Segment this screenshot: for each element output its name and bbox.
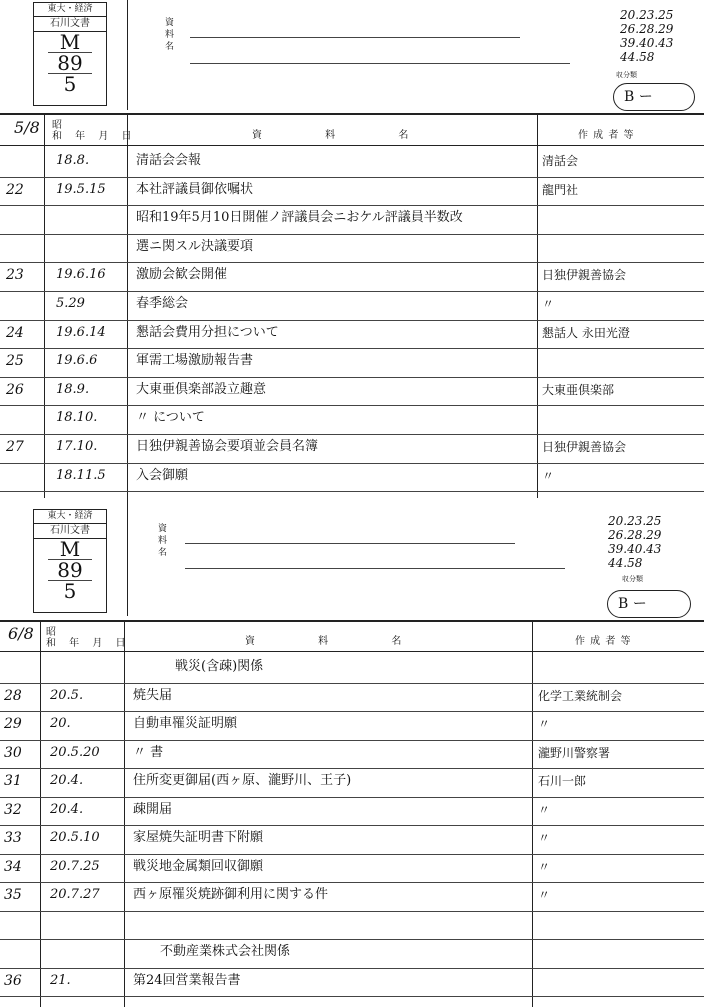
record-title: 懇話会費用分担について — [136, 324, 279, 340]
stamp-mark-3: 5 — [63, 579, 77, 603]
record-title: 住所変更御届(西ヶ原、瀧野川、王子) — [133, 773, 352, 788]
stamp-mark-2: 89 — [48, 53, 92, 74]
record-date: 20.5.10 — [50, 830, 100, 845]
record-title: 自動車罹災証明願 — [133, 716, 238, 731]
sheet-index: 6/8 — [8, 624, 34, 643]
header-author: 作 成 者 等 — [575, 636, 631, 647]
record-no: 33 — [4, 830, 22, 846]
record-date: 19.6.6 — [56, 353, 98, 369]
class-label: 収分類 — [616, 71, 637, 79]
record-title: 〃 について — [136, 410, 205, 426]
record-author: 清話会 — [542, 154, 579, 168]
record-date: 18.8. — [56, 153, 90, 168]
record-date: 18.9. — [56, 381, 90, 397]
record-author: 大東亜倶楽部 — [542, 382, 615, 397]
record-author: 日独伊親善協会 — [542, 440, 627, 454]
header-date: 和 年 月 日 — [52, 131, 132, 142]
record-title: 清話会会報 — [136, 153, 202, 168]
record-title: 西ヶ原罹災焼跡御利用に関する件 — [133, 887, 329, 902]
record-date: 19.6.16 — [56, 267, 106, 283]
record-title: 焼失届 — [133, 687, 173, 703]
archive-stamp — [33, 2, 107, 106]
record-no: 34 — [4, 858, 22, 875]
record-date: 20.5. — [50, 687, 84, 703]
record-author: 〃 — [538, 859, 551, 874]
record-author: 龍門社 — [542, 182, 579, 197]
record-author: 瀧野川警察署 — [538, 745, 611, 760]
record-author: 〃 — [542, 468, 555, 483]
record-title: 家屋焼失証明書下附願 — [133, 830, 264, 845]
record-title: 激励会歓会開催 — [136, 267, 228, 283]
record-date: 20. — [50, 716, 71, 731]
record-date: 17.10. — [56, 439, 98, 454]
source-label: 資 料 名 — [165, 18, 175, 52]
record-author: 〃 — [538, 888, 551, 902]
record-date: 19.6.14 — [56, 324, 106, 340]
stamp-mark-2: 89 — [48, 560, 92, 581]
record-no: 36 — [4, 972, 22, 989]
record-author: 懇話人 永田光澄 — [542, 325, 630, 340]
record-author: 石川一郎 — [538, 774, 587, 788]
record-title: 本社評議員御依嘱状 — [136, 181, 254, 197]
stamp-mark-1: M — [48, 539, 92, 560]
record-author: 〃 — [538, 831, 551, 845]
record-title: 戦災地金属類回収御願 — [133, 858, 264, 874]
sheet-index: 5/8 — [14, 118, 40, 137]
record-date: 18.11.5 — [56, 467, 106, 483]
classification-badge: B ー — [607, 590, 691, 618]
record-author: 〃 — [538, 717, 551, 731]
record-no: 26 — [6, 381, 24, 398]
class-label: 収分類 — [622, 575, 643, 583]
record-title: 大東亜倶楽部設立趣意 — [136, 381, 267, 397]
record-title: 戦災(含疎)関係 — [175, 659, 264, 674]
record-author: 〃 — [538, 802, 551, 817]
record-date: 5.29 — [56, 296, 85, 311]
record-date: 18.10. — [56, 410, 98, 426]
record-title: 〃 書 — [133, 744, 164, 760]
file-numbers: 20.23.25 26.28.29 39.40.43 44.58 — [620, 8, 674, 64]
file-numbers: 20.23.25 26.28.29 39.40.43 44.58 — [608, 514, 662, 570]
record-title: 第24回営業報告書 — [133, 972, 241, 988]
record-no: 24 — [6, 324, 24, 341]
stamp-org: 東大・経済 — [34, 3, 106, 17]
record-no: 30 — [4, 744, 22, 761]
record-author: 化学工業統制会 — [538, 688, 623, 703]
header-author: 作 成 者 等 — [578, 130, 634, 141]
record-no: 27 — [6, 439, 24, 455]
record-date: 20.7.27 — [50, 887, 100, 902]
stamp-collection: 石川文書 — [34, 17, 106, 32]
record-date: 20.7.25 — [50, 858, 100, 874]
record-date: 20.4. — [50, 773, 84, 788]
record-author: 日独伊親善協会 — [542, 268, 627, 283]
record-date: 20.4. — [50, 801, 84, 817]
record-no: 25 — [6, 353, 24, 370]
record-no: 28 — [4, 687, 22, 704]
source-label: 資 料 名 — [158, 524, 168, 558]
record-date: 21. — [50, 972, 71, 988]
header-era: 昭 — [52, 120, 62, 131]
stamp-collection: 石川文書 — [34, 524, 106, 539]
record-title: 入会御願 — [136, 467, 189, 483]
header-title: 資 料 名 — [252, 130, 409, 141]
record-title: 不動産業株式会社関係 — [160, 944, 291, 959]
record-date: 20.5.20 — [50, 744, 100, 760]
record-no: 32 — [4, 801, 22, 818]
record-date: 19.5.15 — [56, 181, 106, 197]
header-era: 昭 — [46, 627, 56, 638]
stamp-mark-1: M — [48, 32, 92, 53]
stamp-org: 東大・経済 — [34, 510, 106, 524]
record-title: 選ニ関スル決議要項 — [136, 238, 254, 254]
record-no: 23 — [6, 267, 24, 284]
record-no: 35 — [4, 887, 22, 903]
record-no: 22 — [6, 181, 24, 198]
record-title: 昭和19年5月10日開催ノ評議員会ニおケル評議員半数改 — [136, 210, 463, 226]
record-title: 春季総会 — [136, 296, 189, 311]
record-no: 29 — [4, 716, 22, 732]
archive-stamp — [33, 509, 107, 613]
record-title: 日独伊親善協会要項並会員名簿 — [136, 439, 319, 454]
stamp-mark-3: 5 — [63, 72, 77, 96]
record-author: 〃 — [542, 297, 555, 311]
record-no: 31 — [4, 773, 22, 789]
header-date: 和 年 月 日 — [46, 638, 126, 649]
record-title: 疎開届 — [133, 801, 173, 817]
record-title: 軍需工場激励報告書 — [136, 353, 254, 369]
header-title: 資 料 名 — [245, 636, 402, 647]
classification-badge: B ー — [613, 83, 695, 111]
